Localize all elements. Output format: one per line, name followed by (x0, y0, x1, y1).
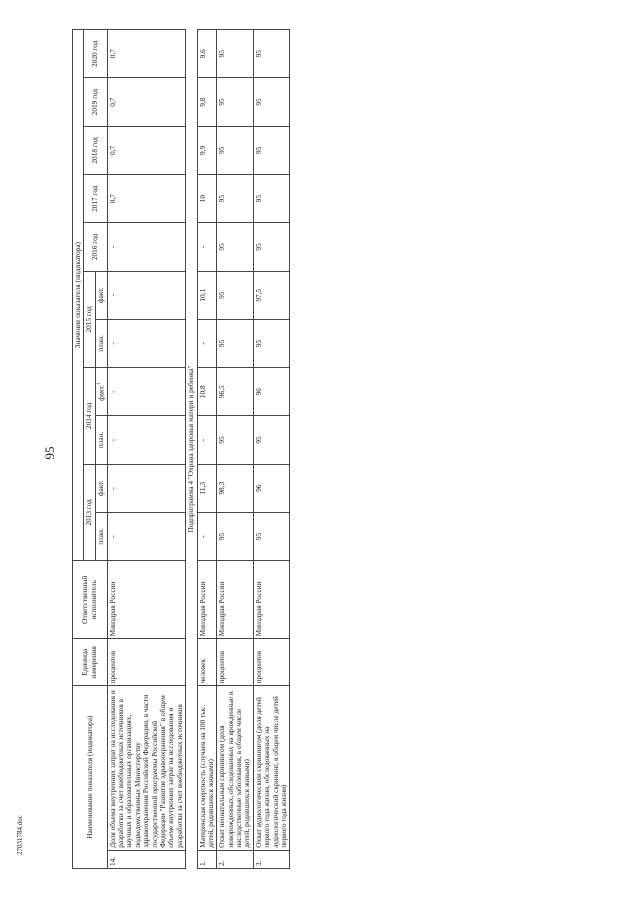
value-cell: - (197, 319, 217, 367)
value-cell: 95 (217, 126, 254, 174)
table-row (197, 30, 217, 869)
page-number: 95 (42, 446, 57, 460)
indicators-top-rows (107, 30, 186, 869)
header-name: Наименование показателя (индикатора) (73, 686, 108, 869)
executor-cell: Минздрав России (107, 561, 186, 639)
table-row (253, 30, 290, 869)
fact-label: факт. (96, 385, 106, 401)
header-values-group: Значение показателя (индикатора) (73, 30, 84, 561)
table-row (107, 30, 186, 869)
value-cell: 0,7 (107, 78, 186, 126)
value-cell: - (107, 464, 186, 512)
value-cell: - (107, 319, 186, 367)
header-2017: 2017 год (84, 175, 107, 223)
value-cell: 95 (217, 271, 254, 319)
value-cell: - (107, 416, 186, 464)
indicator-name: Материнская смертность (случаев на 100 тыс. детей, родившихся живыми) (197, 686, 217, 850)
header-2016: 2016 год (84, 223, 107, 271)
value-cell: 95 (217, 30, 254, 79)
value-cell: 95 (253, 175, 290, 223)
value-cell: 11,3 (197, 464, 217, 512)
header-2015: 2015 год (84, 271, 95, 368)
value-cell: 0,7 (107, 30, 186, 79)
header-2020: 2020 год (84, 30, 107, 79)
row-index: 3. (253, 850, 290, 868)
value-cell: 95 (217, 512, 254, 560)
subprogram-heading: Подпрограмма 4 "Охрана здоровья матери и ребенка" (186, 30, 197, 869)
subprogram-block (186, 30, 197, 869)
value-cell: - (107, 368, 186, 416)
value-cell: - (197, 416, 217, 464)
value-cell: 0,7 (107, 175, 186, 223)
unit-cell: человек (197, 639, 217, 686)
header-2015-plan: план. (95, 319, 107, 367)
header-2013-plan: план. (95, 512, 107, 560)
value-cell: 96 (253, 368, 290, 416)
value-cell: - (107, 271, 186, 319)
header-2018: 2018 год (84, 126, 107, 174)
value-cell: 0,7 (107, 126, 186, 174)
value-cell: 95 (253, 223, 290, 271)
value-cell: 96 (253, 464, 290, 512)
header-2014-fact (95, 368, 107, 416)
value-cell: - (107, 223, 186, 271)
indicators-bottom-rows (197, 30, 290, 869)
value-cell: 10,8 (197, 368, 217, 416)
value-cell: 9,8 (197, 78, 217, 126)
unit-cell: процентов (253, 639, 290, 686)
value-cell: 95 (253, 512, 290, 560)
header-2013: 2013 год (84, 464, 95, 561)
value-cell: 95 (217, 223, 254, 271)
indicators-table (72, 29, 290, 869)
value-cell: - (197, 512, 217, 560)
value-cell: 9,9 (197, 126, 217, 174)
value-cell: 95 (217, 175, 254, 223)
document-code: 27031784.doc (16, 815, 24, 855)
row-index: 1. (197, 850, 217, 868)
row-index: 14. (107, 850, 186, 868)
header-2014-plan: план. (95, 416, 107, 464)
unit-cell: процентов (217, 639, 254, 686)
header-executor: Ответственный исполнитель (73, 561, 108, 639)
value-cell: 95 (217, 416, 254, 464)
header-2019: 2019 год (84, 78, 107, 126)
unit-cell: процентов (107, 639, 186, 686)
value-cell: 98,3 (217, 464, 254, 512)
value-cell: - (197, 223, 217, 271)
row-index: 2. (217, 850, 254, 868)
value-cell: 95 (253, 416, 290, 464)
value-cell: 95 (217, 319, 254, 367)
executor-cell: Минздрав России (197, 561, 217, 639)
table-row (217, 30, 254, 869)
value-cell: 95 (253, 78, 290, 126)
indicator-name: Охват неонатальным скринингом (доля новорожденных, обследованных на врожденные и наследственные заболевания, в общем числе детей, родившихся живыми) (217, 686, 254, 850)
value-cell: 96,5 (217, 368, 254, 416)
value-cell: - (107, 512, 186, 560)
subprogram-row (186, 30, 197, 869)
footnote-marker: 1 (96, 382, 102, 386)
value-cell: 10 (197, 175, 217, 223)
indicator-name: Доля объема внутренних затрат на исследования и разработки за счет внебюджетных источников в научных и образовательных организациях, подведомственных Министерству здравоохранения Российской Федерации, в части государственной программы Российской Федерации "Развитие здравоохранения" в общем объеме внутренних затрат на исследования и разработки за счет внебюджетных источников (107, 686, 186, 850)
value-cell: 9,6 (197, 30, 217, 79)
header-2015-fact: факт. (95, 271, 107, 319)
value-cell: 95 (253, 319, 290, 367)
value-cell: 95 (253, 126, 290, 174)
value-cell: 97,5 (253, 271, 290, 319)
value-cell: 95 (253, 30, 290, 79)
header-unit: Единица измерения (73, 639, 108, 686)
header-row-1 (73, 30, 84, 869)
header-2014: 2014 год (84, 368, 95, 465)
executor-cell: Минздрав России (217, 561, 254, 639)
header-2013-fact: факт. (95, 464, 107, 512)
value-cell: 10,1 (197, 271, 217, 319)
executor-cell: Минздрав России (253, 561, 290, 639)
indicator-name: Охват аудиологическим скринингом (доля детей первого года жизни, обследованных на аудиологический скрининг, в общем числе детей первого года жизни) (253, 686, 290, 850)
value-cell: 95 (217, 78, 254, 126)
